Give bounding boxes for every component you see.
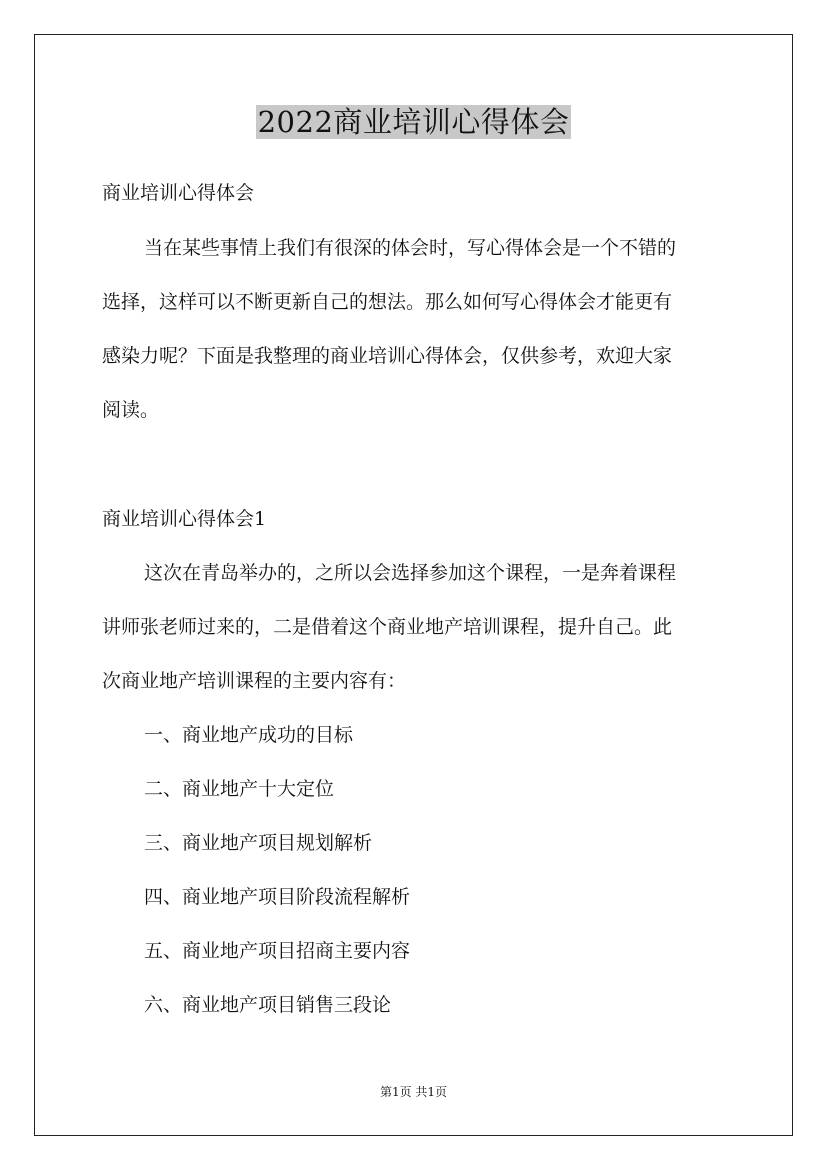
- section-paragraph-line: 这次在青岛举办的，之所以会选择参加这个课程，一是奔着课程: [144, 562, 677, 584]
- list-item: 一、商业地产成功的目标: [144, 724, 354, 746]
- list-item: 二、商业地产十大定位: [144, 778, 335, 800]
- document-title-text: 2022商业培训心得体会: [257, 105, 570, 139]
- intro-paragraph-line: 感染力呢？下面是我整理的商业培训心得体会，仅供参考，欢迎大家: [102, 345, 673, 367]
- list-item: 三、商业地产项目规划解析: [144, 832, 373, 854]
- page-footer: 第1页 共1页: [379, 1085, 448, 1099]
- intro-heading: 商业培训心得体会: [102, 182, 255, 204]
- list-item: 五、商业地产项目招商主要内容: [144, 940, 411, 962]
- intro-paragraph-line: 当在某些事情上我们有很深的体会时，写心得体会是一个不错的: [144, 237, 677, 259]
- section-heading: 商业培训心得体会1: [102, 508, 267, 530]
- document-title: [0, 100, 827, 144]
- list-item: 六、商业地产项目销售三段论: [144, 994, 392, 1016]
- intro-paragraph-line: 阅读。: [102, 399, 160, 421]
- intro-paragraph-line: 选择，这样可以不断更新自己的想法。那么如何写心得体会才能更有: [102, 291, 673, 313]
- section-paragraph-line: 讲师张老师过来的，二是借着这个商业地产培训课程，提升自己。此: [102, 616, 673, 638]
- list-item: 四、商业地产项目阶段流程解析: [144, 886, 411, 908]
- section-paragraph-line: 次商业地产培训课程的主要内容有：: [102, 670, 407, 692]
